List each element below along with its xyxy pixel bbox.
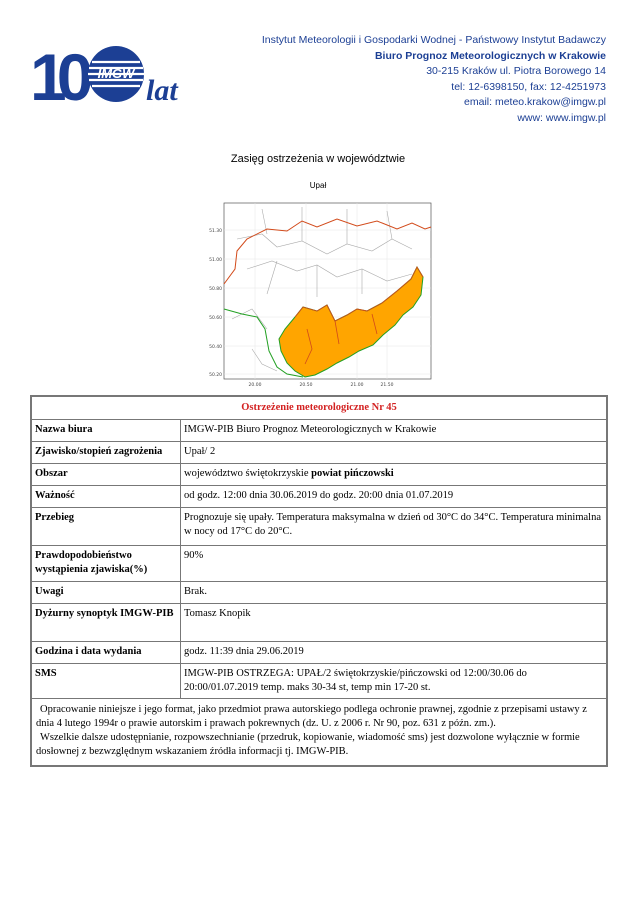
logo-number: 10: [30, 40, 84, 110]
table-row: [32, 486, 607, 508]
row-label: Zjawisko/stopień zagrożenia: [32, 442, 181, 464]
table-row: [32, 508, 607, 546]
row-value: 90%: [181, 546, 607, 582]
table-row: [32, 604, 607, 642]
row-label: Dyżurny synoptyk IMGW-PIB: [32, 604, 181, 642]
row-label: Obszar: [32, 464, 181, 486]
row-value: Upał/ 2: [181, 442, 607, 464]
copyright-note: [32, 699, 607, 766]
row-value: od godz. 12:00 dnia 30.06.2019 do godz. 20:00 dnia 01.07.2019: [181, 486, 607, 508]
row-value: [181, 464, 607, 486]
warning-document: [30, 395, 608, 767]
logo-inner-text: IMGW: [97, 66, 135, 81]
logo-script-text: lat: [146, 74, 178, 107]
header-email[interactable]: email: meteo.krakow@imgw.pl: [464, 96, 606, 108]
table-row: [32, 642, 607, 664]
warning-map: [207, 199, 435, 395]
row-label: Ważność: [32, 486, 181, 508]
header-office: Biuro Prognoz Meteorologicznych w Krakowie: [374, 49, 606, 62]
row-label: Uwagi: [32, 582, 181, 604]
lon-tick: 20.50: [299, 383, 313, 388]
lon-tick: 20.00: [248, 383, 262, 388]
row-value: Brak.: [181, 582, 607, 604]
row-label: Godzina i data wydania: [32, 642, 181, 664]
row-value: Tomasz Knopik: [181, 604, 607, 642]
imgw-100-years-logo: [30, 40, 190, 110]
row-value: godz. 11:39 dnia 29.06.2019: [181, 642, 607, 664]
map-label: Upał: [309, 181, 327, 190]
row-value: IMGW-PIB OSTRZEGA: UPAŁ/2 świętokrzyskie/pińczowski od 12:00/30.06 do 20:00/01.07.2019 temp. maks 30-34 st, temp min 17-20 st.: [181, 664, 607, 699]
table-row: [32, 546, 607, 582]
row-label: Przebieg: [32, 508, 181, 546]
lon-tick: 21.00: [350, 383, 364, 388]
area-voivodeship: województwo świętokrzyskie: [184, 468, 312, 479]
row-label: SMS: [32, 664, 181, 699]
row-value: Prognozuje się upały. Temperatura maksymalna w dzień od 30°C do 34°C. Temperatura minimalna w nocy od 17°C do 20°C.: [181, 508, 607, 546]
row-label: Prawdopodobieństwo wystąpienia zjawiska(%): [32, 546, 181, 582]
institute-header: [262, 33, 606, 126]
lat-tick: 50.60: [209, 316, 222, 321]
table-row: [32, 464, 607, 486]
page-title: Zasięg ostrzeżenia w województwie: [230, 153, 406, 165]
table-row: [32, 442, 607, 464]
row-value: IMGW-PIB Biuro Prognoz Meteorologicznych w Krakowie: [181, 420, 607, 442]
warning-heading: Ostrzeżenie meteorologiczne Nr 45: [32, 397, 607, 420]
header-phone: tel: 12-6398150, fax: 12-4251973: [451, 80, 606, 93]
header-institute: Instytut Meteorologii i Gospodarki Wodnej - Państwowy Instytut Badawczy: [261, 34, 606, 46]
lat-tick: 51.00: [209, 258, 222, 263]
header-address: 30-215 Kraków ul. Piotra Borowego 14: [426, 65, 606, 77]
copyright-note-1: Opracowanie niniejsze i jego format, jako przedmiot prawa autorskiego podlega ochronie prawnej, zgodnie z przepisami ustawy z dnia 4 lutego 1994r o prawie autorskim i prawach pokrewnych (dz. U. z 2006 r. Nr 90, poz. 631 z późn. zm.).: [36, 704, 587, 729]
lat-tick: 50.80: [209, 287, 222, 292]
header-www[interactable]: www: www.imgw.pl: [517, 111, 606, 124]
area-county: powiat pińczowski: [311, 468, 394, 479]
lat-tick: 50.20: [209, 373, 222, 378]
table-row: [32, 664, 607, 699]
row-label: Nazwa biura: [32, 420, 181, 442]
lon-tick: 21.50: [380, 383, 394, 388]
lat-tick: 50.40: [209, 345, 222, 350]
table-row: [32, 420, 607, 442]
lat-tick: 51.30: [209, 229, 222, 234]
table-row: [32, 582, 607, 604]
copyright-note-2: Wszelkie dalsze udostępnianie, rozpowszechnianie (przedruk, kopiowanie, wiadomość sms) jest dozwolone wyłącznie w formie dosłownej z bezwzględnym wskazaniem źródła informacji tj. IMGW-PIB.: [36, 732, 580, 757]
